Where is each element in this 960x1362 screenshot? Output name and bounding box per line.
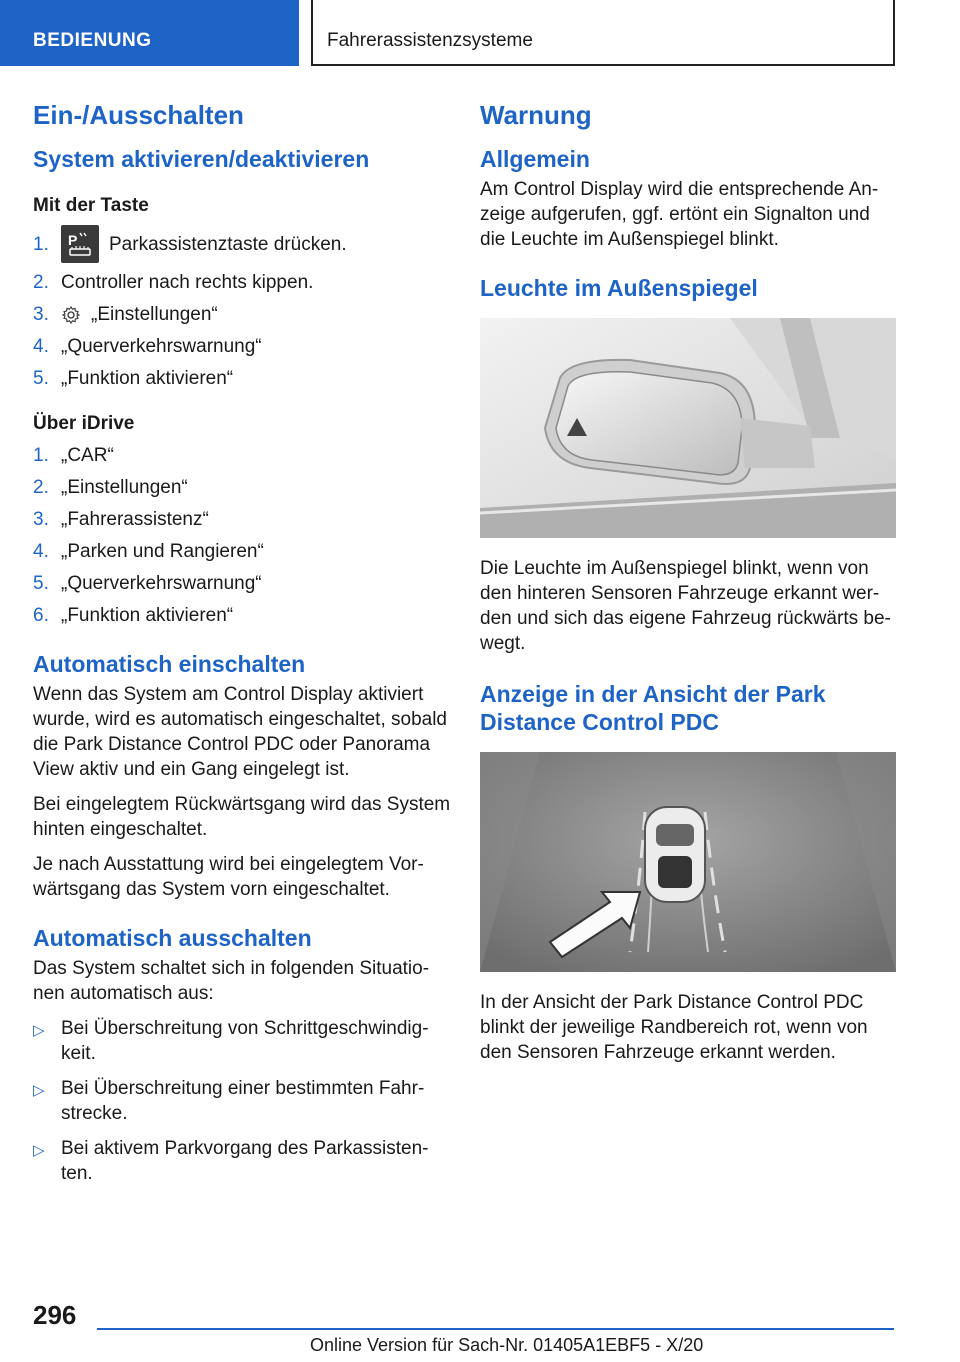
taste-heading: Mit der Taste	[33, 195, 149, 216]
step-number: 1.	[33, 233, 49, 255]
auto-off-bullets	[33, 1016, 451, 1186]
side-mirror-illustration	[480, 318, 896, 538]
header-section-tab	[0, 0, 299, 66]
idrive-heading: Über iDrive	[33, 413, 135, 434]
footer-divider	[97, 1328, 894, 1330]
parking-assistant-key-icon	[61, 225, 99, 263]
svg-text:P: P	[68, 232, 78, 248]
step-text: Parkassistenztaste drücken.	[109, 233, 347, 255]
list-item	[33, 225, 451, 263]
header-section-label: BEDIENUNG	[33, 30, 152, 51]
list-item	[33, 366, 451, 391]
header-chapter-box	[311, 0, 895, 66]
step-number: 3.	[33, 304, 49, 325]
step-number: 1.	[33, 445, 49, 466]
step-text: „Einstellungen“	[91, 304, 218, 325]
step-text: „Funktion aktivieren“	[61, 605, 234, 626]
step-number: 6.	[33, 605, 49, 626]
step-number: 3.	[33, 509, 49, 530]
bullet-text: Bei Überschreitung von Schrittgeschwindigkeit.	[61, 1018, 429, 1064]
list-item	[33, 302, 451, 327]
header-chapter-label: Fahrerassistenzsysteme	[327, 30, 533, 51]
list-item	[33, 507, 451, 532]
idrive-steps	[33, 443, 451, 628]
step-text: „Einstellungen“	[61, 477, 188, 498]
bullet-text: Bei Überschreitung einer bestimmten Fahrstrecke.	[61, 1078, 425, 1124]
list-item	[33, 539, 451, 564]
step-number: 4.	[33, 541, 49, 562]
step-number: 5.	[33, 368, 49, 389]
section-heading-auto-off: Automatisch ausschalten	[33, 925, 312, 951]
section-heading-auto-on: Automatisch einschalten	[33, 651, 306, 677]
right-column	[480, 100, 896, 1075]
step-text: „Querverkehrswarnung“	[61, 336, 262, 357]
bullet-triangle-icon: ▷	[33, 1082, 45, 1099]
step-text: „Funktion aktivieren“	[61, 368, 234, 389]
step-text: Controller nach rechts kippen.	[61, 272, 314, 293]
pdc-view-illustration	[480, 752, 896, 972]
section-heading-general: Allgemein	[480, 146, 590, 172]
paragraph: In der Ansicht der Park Distance Control PDC blinkt der jeweilige Randbereich rot, wenn von den Sensoren Fahrzeuge erkannt werden.	[480, 992, 868, 1063]
list-item	[33, 334, 451, 359]
footer-version-text: Online Version für Sach-Nr. 01405A1EBF5 - X/20	[310, 1335, 704, 1355]
paragraph: Die Leuchte im Außenspiegel blinkt, wenn von den hinteren Sensoren Fahrzeuge erkannt werden und sich das eigene Fahrzeug rückwärts bewegt.	[480, 558, 891, 654]
step-text: „CAR“	[61, 445, 114, 466]
paragraph: Das System schaltet sich in folgenden Situationen automatisch aus:	[33, 958, 430, 1004]
list-item	[33, 270, 451, 295]
section-heading-pdc: Anzeige in der Ansicht der Park Distance Control PDC	[480, 681, 826, 735]
paragraph: Bei eingelegtem Rückwärtsgang wird das System hinten eingeschaltet.	[33, 794, 451, 840]
bullet-text: Bei aktivem Parkvorgang des Parkassistenten.	[61, 1138, 429, 1184]
bullet-triangle-icon: ▷	[33, 1142, 45, 1159]
section-heading-activate: System aktivieren/deaktivieren	[33, 146, 370, 172]
list-item	[33, 475, 451, 500]
step-number: 2.	[33, 272, 49, 293]
gear-icon	[61, 305, 81, 325]
list-item	[33, 603, 451, 628]
paragraph: Je nach Ausstattung wird bei eingelegtem Vorwärtsgang das System vorn eingeschaltet.	[33, 854, 424, 900]
step-text: „Fahrerassistenz“	[61, 509, 209, 530]
bullet-triangle-icon: ▷	[33, 1022, 45, 1039]
step-number: 5.	[33, 573, 49, 594]
step-number: 4.	[33, 336, 49, 357]
warning-title: Warnung	[480, 100, 592, 130]
step-text: „Querverkehrswarnung“	[61, 573, 262, 594]
list-item	[33, 1136, 451, 1186]
section-heading-mirror: Leuchte im Außenspiegel	[480, 275, 758, 301]
paragraph: Am Control Display wird die entsprechende Anzeige aufgerufen, ggf. ertönt ein Signalton und die Leuchte im Außenspiegel blinkt.	[480, 179, 879, 250]
page-number: 296	[33, 1300, 77, 1330]
list-item	[33, 1016, 451, 1066]
list-item	[33, 1076, 451, 1126]
page-title: Ein-/Ausschalten	[33, 100, 244, 130]
paragraph: Wenn das System am Control Display aktiviert wurde, wird es automatisch eingeschaltet, sobald die Park Distance Control PDC oder Panorama View aktiv und ein Gang eingelegt ist.	[33, 684, 448, 780]
list-item	[33, 443, 451, 468]
step-number: 2.	[33, 477, 49, 498]
taste-steps	[33, 225, 451, 391]
list-item	[33, 571, 451, 596]
step-text: „Parken und Rangieren“	[61, 541, 264, 562]
left-column	[33, 100, 451, 1196]
